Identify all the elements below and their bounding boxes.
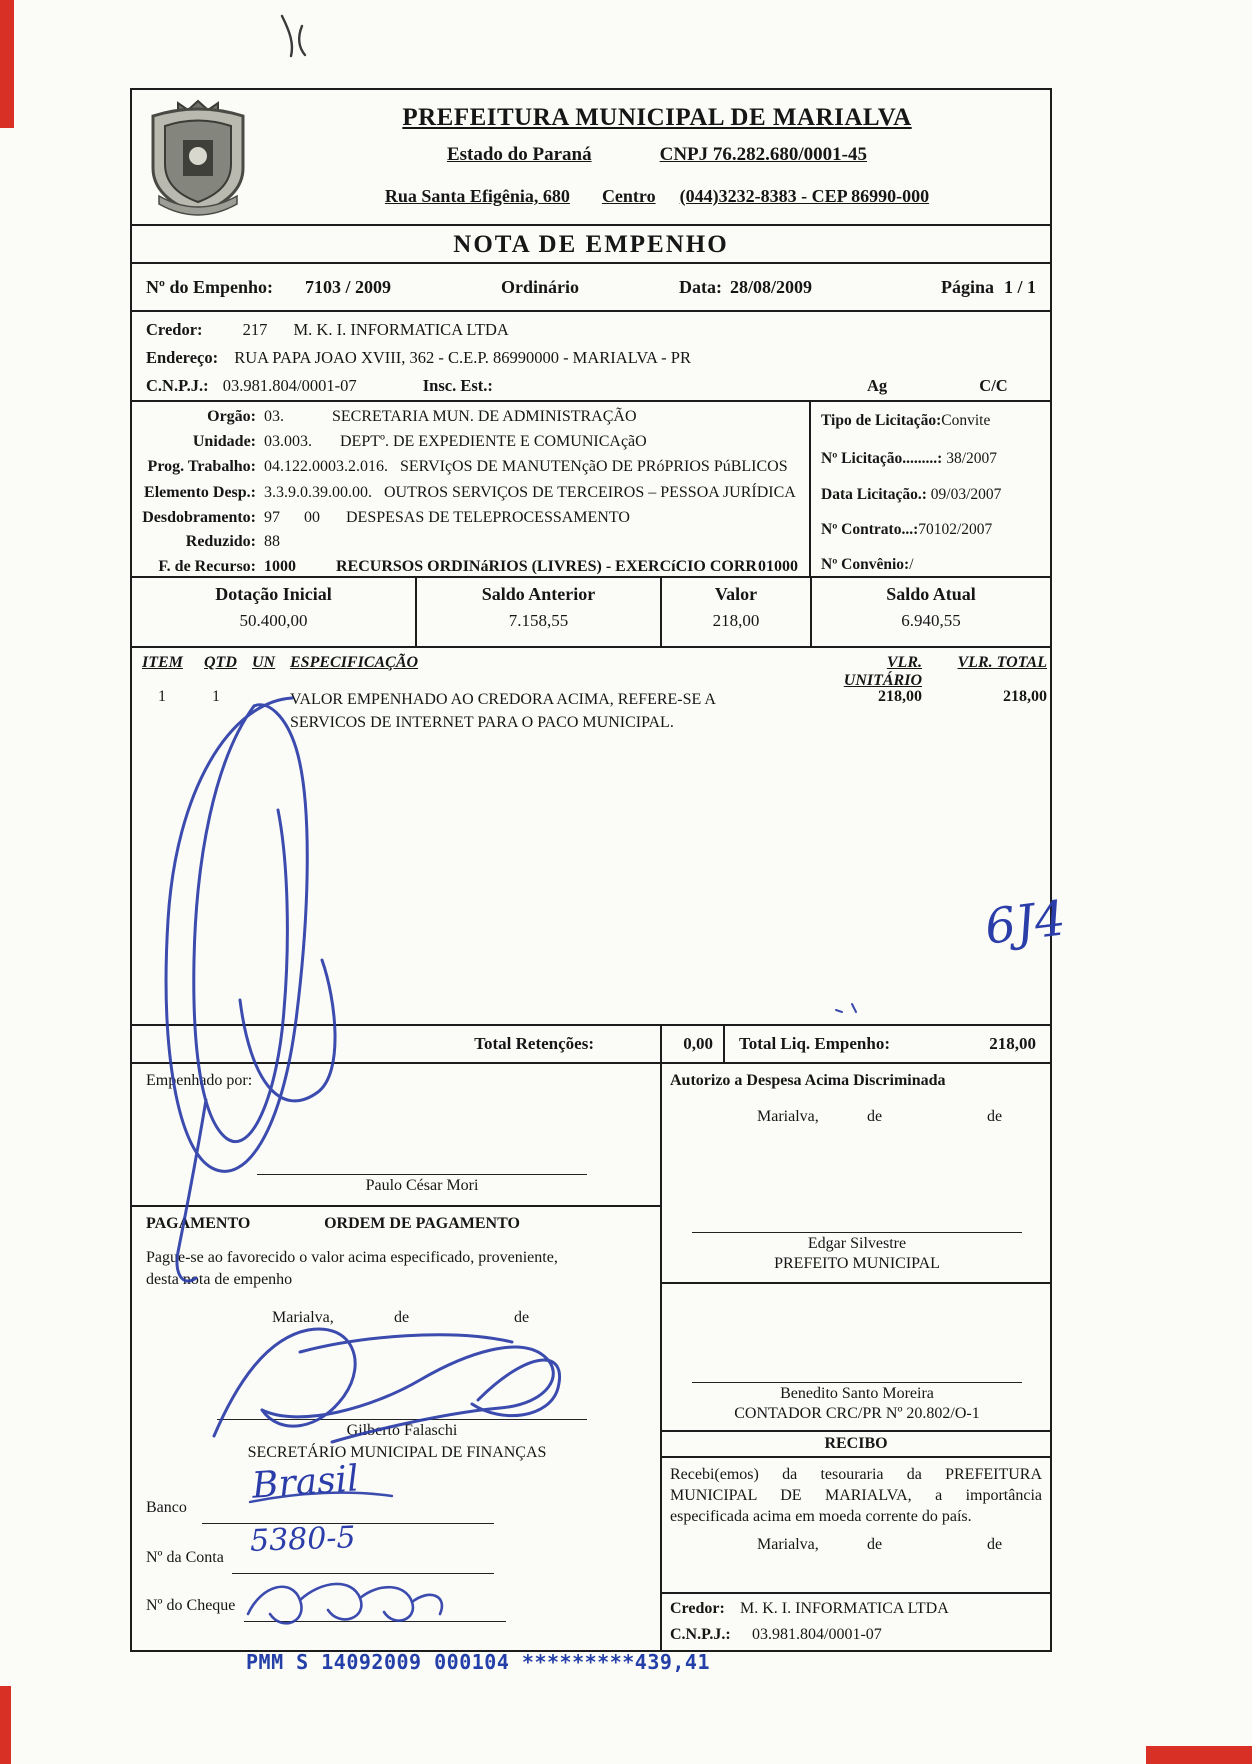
pagamento-title: PAGAMENTO [146, 1215, 251, 1232]
fonte-recurso-extra-code: 01000 [758, 558, 798, 575]
secretario-title: SECRETÁRIO MUNICIPAL DE FINANÇAS [247, 1444, 547, 1461]
endereco-label: Endereço: [146, 348, 219, 367]
contador-title: CONTADOR CRC/PR Nº 20.802/O-1 [734, 1405, 980, 1422]
contador-box [662, 1284, 1050, 1432]
de-word: de [514, 1309, 530, 1326]
corner-handwritten-note: 6J4 [981, 890, 1069, 956]
item-unit-value: 218,00 [878, 688, 922, 705]
orgao-desc: SECRETARIA MUN. DE ADMINISTRAÇÃO [332, 408, 637, 425]
num-licitacao-row [821, 450, 997, 468]
recibo-body [662, 1458, 1050, 1594]
convenio-label: Nº Convênio: [821, 556, 910, 573]
cheque-fill-line [244, 1621, 506, 1622]
desdobramento-label: Desdobramento: [142, 509, 256, 526]
signature-line [692, 1232, 1022, 1233]
elemento-despesa-label: Elemento Desp.: [144, 484, 256, 501]
reduzido-row [132, 533, 280, 551]
item-description: VALOR EMPENHADO AO CREDORA ACIMA, REFERE-SE A SERVICOS DE INTERNET PARA O PACO MUNICIPAL. [290, 691, 716, 731]
prog-trabalho-code: 04.122.0003.2.016. [264, 458, 388, 475]
credor-name: M. K. I. INFORMATICA LTDA [293, 320, 509, 339]
totals-row [132, 1026, 1050, 1064]
total-retencoes-label: Total Retenções: [132, 1026, 662, 1062]
date-label: Data: [679, 276, 722, 297]
saldo-anterior-value: 7.158,55 [508, 611, 569, 630]
tipo-licitacao-value: Convite [941, 412, 991, 429]
data-licitacao-label: Data Licitação.: [821, 486, 927, 503]
desdobramento-code: 97 00 [264, 509, 320, 526]
coat-of-arms [142, 98, 254, 218]
recibo-title: RECIBO [824, 1435, 888, 1452]
num-licitacao-value: 38/2007 [946, 450, 998, 467]
contrato-label: Nº Contrato...: [821, 521, 919, 538]
saldo-atual-cell [812, 578, 1050, 646]
contrato-row [821, 521, 992, 539]
cheque-label: Nº do Cheque [146, 1597, 236, 1614]
item-number: 1 [158, 688, 166, 705]
conta-fill-line [232, 1573, 494, 1574]
unidade-desc: DEPTº. DE EXPEDIENTE E COMUNICAçãO [340, 433, 647, 450]
un-column-header: UN [252, 654, 276, 671]
item-total-value: 218,00 [1003, 688, 1047, 705]
autorizo-text: Autorizo a Despesa Acima Discriminada [670, 1072, 946, 1089]
autorizo-box [662, 1064, 1050, 1284]
page-label: Página [940, 276, 994, 297]
orgao-code: 03. [264, 408, 284, 425]
left-signature-column [132, 1064, 662, 1650]
signatures-area [132, 1064, 1050, 1650]
municipality-title: PREFEITURA MUNICIPAL DE MARIALVA [402, 104, 912, 131]
recibo-credor-footer [662, 1594, 1050, 1650]
recibo-credor-label: Credor: [670, 1600, 725, 1617]
right-signature-column [662, 1064, 1050, 1650]
empenho-number-label: Nº do Empenho: [146, 276, 273, 297]
form-title-bar [132, 226, 1050, 264]
city-date-line: Marialva, [757, 1108, 819, 1125]
total-liq-label: Total Liq. Empenho: [739, 1034, 890, 1053]
banco-label: Banco [146, 1499, 187, 1516]
budget-classification-block [132, 402, 1050, 578]
recibo-cnpj-value: 03.981.804/0001-07 [752, 1626, 882, 1643]
credor-label: Credor: [146, 320, 203, 339]
signature-line [257, 1174, 587, 1175]
valor-cell [662, 578, 812, 646]
recibo-credor-value: M. K. I. INFORMATICA LTDA [740, 1600, 949, 1617]
unidade-code: 03.003. [264, 433, 312, 450]
fonte-recurso-row [132, 558, 757, 576]
contador-name: Benedito Santo Moreira [780, 1385, 934, 1402]
ordem-pagamento-title: ORDEM DE PAGAMENTO [324, 1215, 520, 1232]
desdobramento-desc: DESPESAS DE TELEPROCESSAMENTO [346, 509, 630, 526]
total-liq-value: 218,00 [989, 1034, 1036, 1053]
prog-trabalho-row [132, 458, 788, 476]
data-licitacao-value: 09/03/2007 [930, 486, 1002, 503]
scan-edge-artifact [0, 0, 14, 128]
de-word: de [394, 1309, 410, 1326]
dot-matrix-footer: PMM S 14092009 000104 *********439,41 [246, 1650, 711, 1674]
empenhado-por-label: Empenhado por: [146, 1072, 253, 1089]
recibo-cnpj-label: C.N.P.J.: [670, 1626, 731, 1643]
prog-trabalho-label: Prog. Trabalho: [147, 458, 256, 475]
de-word: de [867, 1536, 883, 1553]
dotacao-inicial-cell [132, 578, 417, 646]
conta-handwriting: 5380-5 [249, 1520, 357, 1559]
empenho-number: 7103 / 2009 [304, 276, 391, 297]
banco-handwriting: Brasil [250, 1458, 360, 1507]
empenho-number-row [132, 264, 1050, 312]
orgao-row [132, 408, 637, 426]
ag-label: Ag [867, 376, 888, 395]
fonte-recurso-desc: RECURSOS ORDINáRIOS (LIVRES) - EXERCíCIO CORR [336, 558, 757, 575]
fonte-recurso-code: 1000 [264, 558, 296, 575]
secretario-name: Gilberto Falaschi [346, 1422, 458, 1439]
qtd-column-header: QTD [204, 654, 237, 671]
elemento-despesa-desc: OUTROS SERVIÇOS DE TERCEIROS – PESSOA JURÍDICA [384, 484, 796, 501]
reduzido-label: Reduzido: [185, 533, 256, 550]
credor-block [132, 312, 1050, 402]
signature-line [217, 1419, 587, 1420]
tipo-licitacao-label: Tipo de Licitação: [821, 412, 942, 429]
fonte-recurso-label: F. de Recurso: [158, 558, 256, 575]
tipo-licitacao-row [821, 412, 990, 430]
recibo-text: Recebi(emos) da tesouraria da PREFEITURA MUNICIPAL DE MARIALVA, a importância especificada acima em moeda corrente do país. [670, 1466, 1042, 1525]
data-licitacao-row [821, 486, 1001, 504]
unidade-row [132, 433, 647, 451]
elemento-despesa-code: 3.3.9.0.39.00.00. [264, 484, 372, 501]
vlr-total-column-header: VLR. TOTAL [957, 654, 1047, 671]
total-liq-cell [725, 1026, 1050, 1062]
valor-header: Valor [714, 584, 758, 604]
empenho-type: Ordinário [500, 276, 579, 297]
de-word: de [867, 1108, 883, 1125]
endereco-value: RUA PAPA JOAO XVIII, 362 - C.E.P. 86990000 - MARIALVA - PR [234, 348, 691, 367]
orgao-label: Orgão: [207, 408, 256, 425]
page-number: 1 / 1 [1003, 276, 1036, 297]
empenhado-signer-name: Paulo César Mori [365, 1177, 479, 1194]
saldo-atual-value: 6.940,55 [901, 611, 961, 630]
valor-value: 218,00 [712, 611, 760, 630]
header-section [132, 90, 1050, 226]
elemento-despesa-row [132, 484, 796, 502]
dotacao-inicial-header: Dotação Inicial [215, 584, 332, 604]
item-column-header: ITEM [142, 654, 183, 671]
conta-label: Nº da Conta [146, 1549, 224, 1566]
city-date-line: Marialva, [757, 1536, 819, 1553]
convenio-row [821, 556, 914, 574]
scan-edge-artifact [0, 1686, 11, 1764]
credor-code: 217 [242, 320, 268, 339]
nota-de-empenho-form [130, 88, 1052, 1652]
reduzido-code: 88 [264, 533, 280, 550]
saldos-table [132, 578, 1050, 648]
contrato-value: 70102/2007 [918, 521, 993, 538]
de-word: de [987, 1536, 1003, 1553]
items-section [132, 648, 1050, 1026]
insc-est-label: Insc. Est.: [422, 376, 493, 395]
especificacao-column-header: ESPECIFICAÇÃO [290, 654, 419, 671]
city-date-line: Marialva, [272, 1309, 334, 1326]
vlr-unitario-column-header: VLR. UNITÁRIO [843, 654, 922, 689]
cnpj-label: C.N.P.J.: [146, 376, 209, 395]
pagamento-box [132, 1207, 660, 1650]
district-label: Centro [601, 186, 656, 206]
street-address: Rua Santa Efigênia, 680 [384, 186, 570, 206]
scan-edge-artifact [1146, 1746, 1252, 1764]
saldo-anterior-cell [417, 578, 662, 646]
dotacao-inicial-value: 50.400,00 [239, 611, 308, 630]
empenhado-por-box [132, 1064, 660, 1207]
pen-marks-top [282, 16, 305, 56]
cnpj-header: CNPJ 76.282.680/0001-45 [659, 144, 868, 165]
ordem-pagamento-text: Pague-se ao favorecido o valor acima especificado, proveniente, desta nota de empenho [146, 1249, 558, 1288]
prefeito-title: PREFEITO MUNICIPAL [774, 1255, 940, 1272]
signature-line [692, 1382, 1022, 1383]
empenho-date: 28/08/2009 [730, 276, 813, 297]
saldo-atual-header: Saldo Atual [886, 584, 976, 604]
licitacao-panel [809, 402, 1050, 576]
saldo-anterior-header: Saldo Anterior [481, 584, 596, 604]
de-word: de [987, 1108, 1003, 1125]
cc-label: C/C [979, 376, 1008, 395]
recibo-title-bar [662, 1432, 1050, 1458]
form-title: NOTA DE EMPENHO [453, 231, 729, 258]
num-licitacao-label: Nº Licitação.........: [821, 450, 943, 467]
convenio-value: / [909, 556, 914, 573]
prefeito-name: Edgar Silvestre [807, 1235, 907, 1252]
desdobramento-row [132, 509, 630, 527]
total-retencoes-value: 0,00 [662, 1026, 725, 1062]
item-qty: 1 [212, 688, 220, 705]
phone-cep: (044)3232-8383 - CEP 86990-000 [679, 186, 930, 206]
prog-trabalho-desc: SERVIçOS DE MANUTENçãO DE PRóPRIOS PúBLICOS [400, 458, 788, 475]
unidade-label: Unidade: [192, 433, 256, 450]
state-label: Estado do Paraná [446, 144, 592, 165]
cnpj-value: 03.981.804/0001-07 [222, 376, 357, 395]
